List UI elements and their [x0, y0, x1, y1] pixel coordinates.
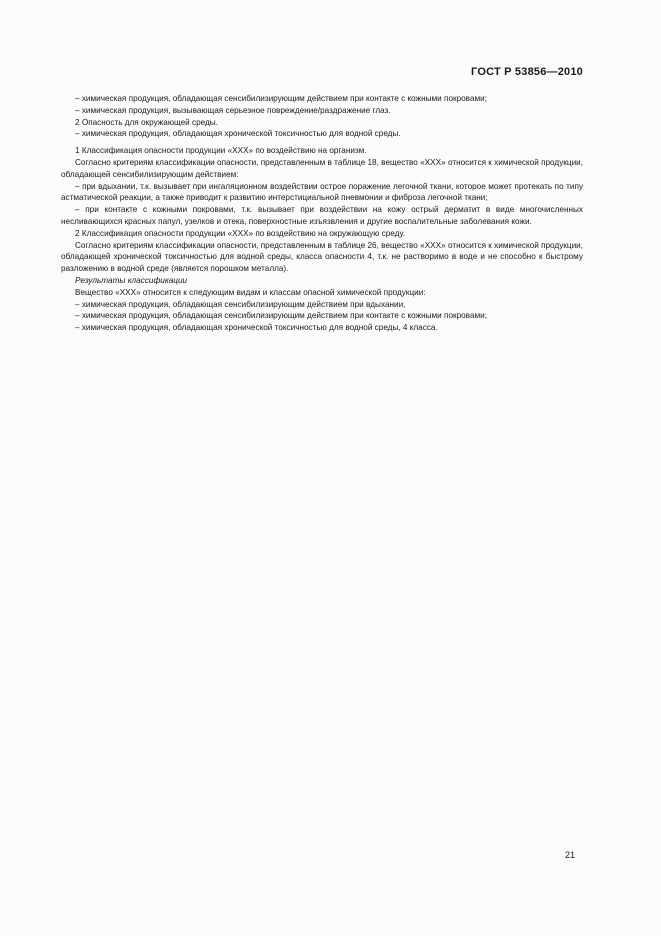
- paragraph: – химическая продукция, обладающая хронической токсичностью для водной среды.: [75, 129, 401, 139]
- paragraph: Согласно критериям классификации опасности, представленным в таблице 18, вещество «ХХХ» относится к химической продукции, обладающей сенсибилизирующим действием:: [61, 157, 583, 179]
- section-heading: 2 Классификация опасности продукции «ХХХ» по воздействию на окружающую среду.: [75, 228, 406, 238]
- document-body: [61, 93, 583, 334]
- paragraph: – химическая продукция, обладающая сенсибилизирующим действием при вдыхании,: [75, 299, 406, 309]
- paragraph: Вещество «ХХХ» относится к следующим видам и классам опасной химической продукции:: [75, 287, 426, 297]
- paragraph: – химическая продукция, вызывающая серьезное повреждение/раздражение глаз.: [75, 105, 391, 115]
- paragraph: – химическая продукция, обладающая сенсибилизирующим действием при контакте с кожными покровами;: [75, 94, 487, 103]
- paragraph: – при контакте с кожными покровами, т.к. вызывает при воздействии на кожу острый дерматит в виде многочисленных несливающихся красных папул, узелков и отека, поверхностные изъязвления и другие воспалительные заболевания кожи.: [61, 205, 583, 226]
- results-heading: Результаты классификации: [75, 275, 188, 285]
- document-code: ГОСТ Р 53856—2010: [471, 66, 583, 78]
- paragraph: – химическая продукция, обладающая хронической токсичностью для водной среды, 4 класса.: [75, 323, 438, 333]
- page-number: 21: [564, 850, 575, 860]
- section-heading: 2 Опасность для окружающей среды.: [75, 117, 218, 127]
- paragraph: Согласно критериям классификации опасности, представленным в таблице 26, вещество «ХХХ» относится к химической продукции, обладающей хронической токсичностью для водной среды, класса опасности 4, т.к. не растворимо в воде и не способно к быстрому разложению в водной среде (является порошком металла).: [61, 240, 583, 274]
- section-heading: 1 Классификация опасности продукции «ХХХ» по воздействию на организм.: [75, 146, 367, 156]
- paragraph: – химическая продукция, обладающая сенсибилизирующим действием при контакте с кожными покровами;: [75, 311, 487, 321]
- paragraph: – при вдыхании, т.к. вызывает при ингаляционном воздействии острое поражение легочной ткани, которое может протекать по типу астматической реакции, а также приводит к развитию интерстициальной пневмонии и фиброза легочной ткани;: [61, 181, 583, 203]
